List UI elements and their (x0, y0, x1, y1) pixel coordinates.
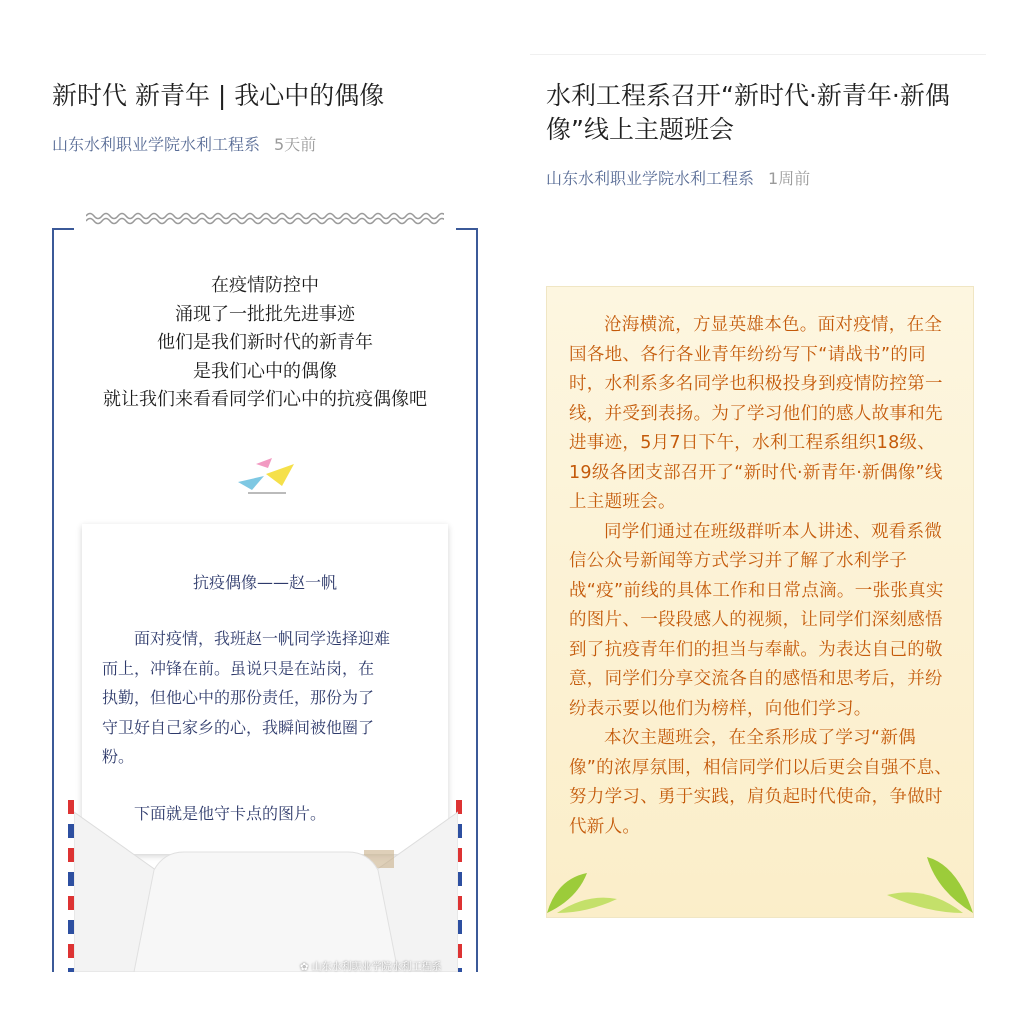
right-paragraph: 同学们通过在班级群听本人讲述、观看系微信公众号新闻等方式学习并了解了水利学子战“疫”前线的具体工作和日常点滴。一张张真实的图片、一段段感人的视频，让同学们深刻感悟到了抗疫青年们的担当与奉献。为表达自己的敬意，同学们分享交流各自的感悟和思考后，并纷纷表示要以他们为榜样，向他们学习。 (569, 521, 944, 719)
right-paragraph: 沧海横流，方显英雄本色。面对疫情，在全国各地、各行各业青年纷纷写下“请战书”的同时，水利系多名同学也积极投身到疫情防控第一线，并受到表扬。为了学习他们的感人故事和先进事迹，5月7日下午，水利工程系组织18级、19级各团支部召开了“新时代·新青年·新偶像”线上主题班会。 (569, 315, 943, 512)
right-article-meta (546, 166, 810, 189)
intro-line: 他们是我们新时代的新青年 (157, 332, 373, 353)
intro-text (56, 272, 474, 415)
frame-left-top (52, 228, 74, 230)
watermark-text: 山东水利职业学院水利工程系 (311, 962, 442, 973)
right-paragraph: 本次主题班会，在全系形成了学习“新偶像”的浓厚氛围，相信同学们以后更会自强不息、努力学习、勇于实践，肩负起时代使命，争做时代新人。 (569, 728, 953, 837)
letter-footer: 下面就是他守卡点的图片。 (102, 804, 327, 823)
leaf-decoration-left (547, 869, 619, 917)
wechat-icon: ✿ (300, 962, 312, 973)
right-article-body (569, 311, 953, 842)
frame-right-top (456, 228, 478, 230)
top-divider (530, 54, 986, 55)
right-article-image (546, 286, 974, 918)
intro-line: 就让我们来看看同学们心中的抗疫偶像吧 (103, 389, 427, 410)
intro-line: 在疫情防控中 (211, 275, 319, 296)
letter-line: 而上，冲锋在前。虽说只是在站岗，在 (102, 658, 375, 678)
left-time: 5天前 (274, 135, 317, 154)
letter-line: 粉。 (102, 747, 135, 766)
paper-plane-logo (234, 456, 298, 498)
left-article-meta (52, 132, 316, 155)
leaf-decoration-right (877, 855, 973, 917)
left-article-title[interactable]: 新时代 新青年 | 我心中的偶像 (52, 81, 385, 110)
right-article-title[interactable] (546, 79, 986, 147)
wavy-divider (86, 210, 444, 226)
right-time: 1周前 (768, 169, 811, 188)
watermark-caption (300, 958, 442, 973)
frame-left-edge (52, 228, 54, 972)
letter-line: 守卫好自己家乡的心，我瞬间被他圈了 (102, 717, 375, 737)
letter-line: 执勤，但他心中的那份责任，那份为了 (102, 688, 375, 707)
intro-line: 是我们心中的偶像 (193, 360, 337, 382)
right-title-line1: 水利工程系召开“新时代·新青年·新偶 (546, 81, 950, 110)
letter-title: 抗疫偶像——赵一帆 (192, 573, 337, 592)
letter-body (102, 624, 442, 772)
right-source-link[interactable]: 山东水利职业学院水利工程系 (546, 169, 755, 188)
right-title-line2: 像”线上主题班会 (546, 115, 734, 144)
left-source-link[interactable]: 山东水利职业学院水利工程系 (52, 135, 261, 154)
envelope-front (74, 800, 458, 972)
intro-line: 涌现了一批批先进事迹 (175, 303, 355, 325)
letter-line: 面对疫情，我班赵一帆同学选择迎难 (102, 629, 391, 648)
frame-right-edge (476, 228, 478, 972)
